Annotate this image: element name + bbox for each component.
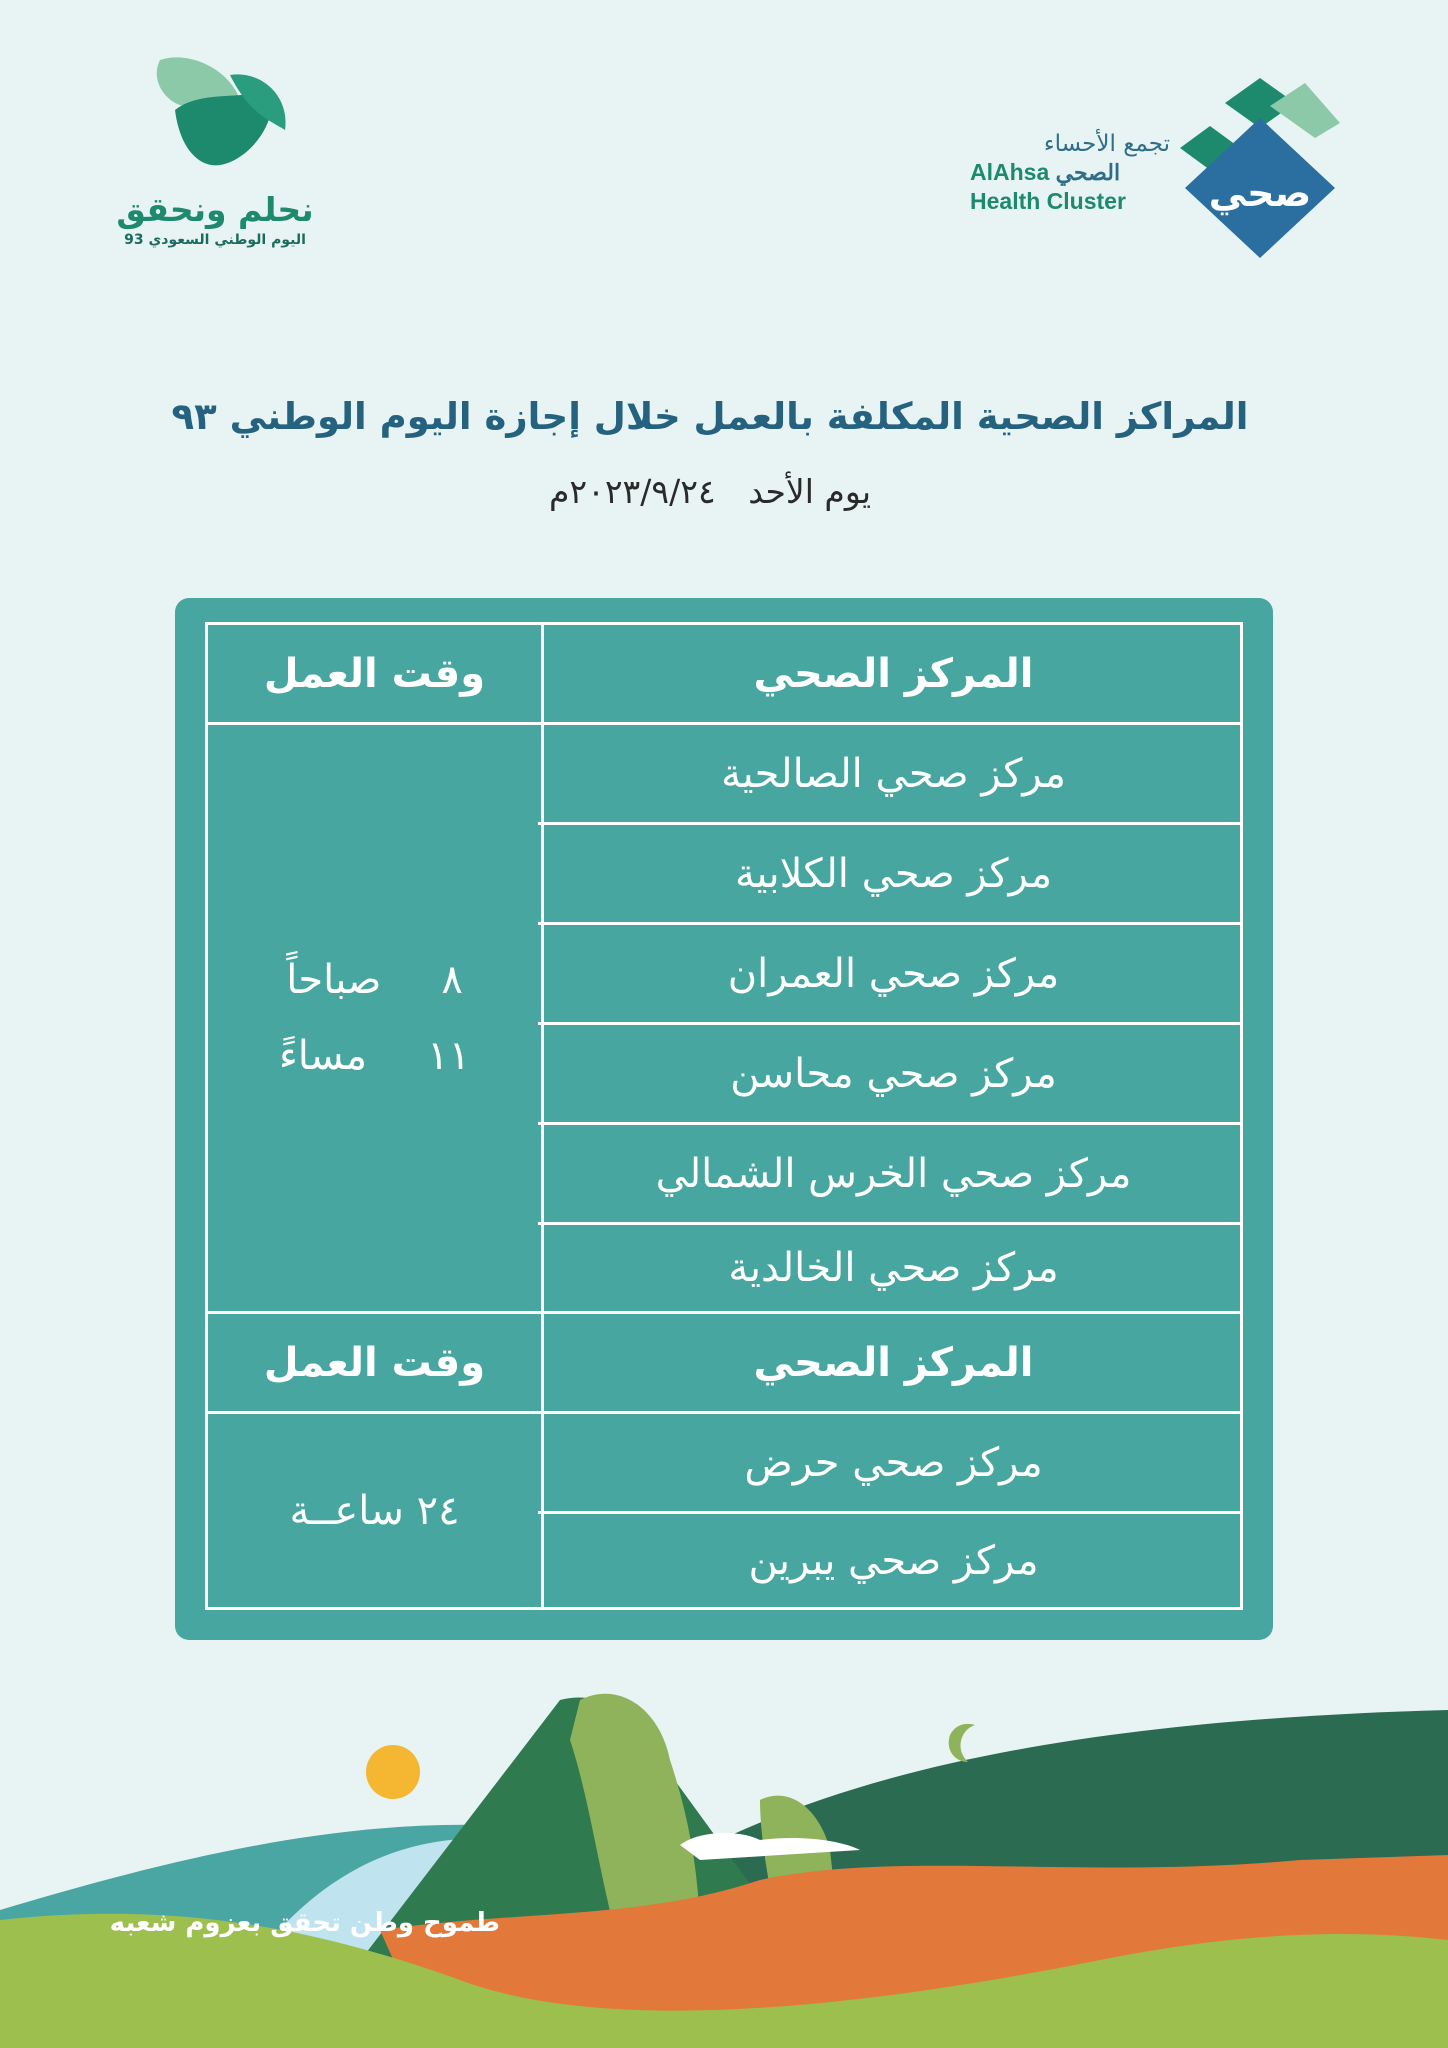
cluster-logo — [970, 78, 1360, 278]
footer-tagline: طموح وطن تحقق بعزوم شعبه — [109, 1908, 500, 1938]
header-time-2: وقت العمل — [263, 1339, 486, 1386]
table-row: مركز صحي العمران — [727, 950, 1060, 997]
table-row: مركز صحي الخرس الشمالي — [655, 1150, 1132, 1197]
date-value: ٢٠٢٣/٩/٢٤م — [548, 472, 716, 511]
calligraphy-emblem-icon — [120, 50, 310, 190]
cluster-mark-glyph: صحي — [1208, 171, 1312, 215]
cluster-name-english-1 — [970, 158, 1170, 187]
date-day: يوم الأحد — [748, 472, 872, 511]
crescent-moon-icon — [949, 1724, 975, 1762]
cluster-mark-icon — [1165, 78, 1345, 268]
cluster-logo-text — [970, 130, 1170, 215]
header-center-1: المركز الصحي — [753, 650, 1034, 697]
table-row: مركز صحي الخالدية — [728, 1245, 1059, 1291]
working-hours-block-2: ٢٤ ساعــة — [289, 1487, 460, 1534]
time-from — [286, 942, 463, 1018]
national-day-logo — [100, 50, 330, 260]
schedule-table — [205, 622, 1243, 1610]
table-row: مركز صحي حرض — [744, 1439, 1043, 1486]
cluster-name-arabic: تجمع الأحساء — [1043, 131, 1170, 157]
page-title: المراكز الصحية المكلفة بالعمل خلال إجازة اليوم الوطني ٩٣ — [171, 395, 1249, 438]
time-to — [279, 1018, 470, 1094]
sun-icon — [366, 1745, 420, 1799]
time-to-label: مساءً — [278, 1033, 368, 1079]
header-time-1: وقت العمل — [263, 650, 486, 697]
cluster-english-word: AlAhsa — [970, 159, 1050, 185]
national-day-subtitle: اليوم الوطني السعودي 93 — [124, 232, 306, 248]
national-day-slogan: نحلم ونحقق — [116, 190, 314, 229]
table-row: مركز صحي الصالحية — [721, 750, 1066, 797]
cluster-arabic-suffix: الصحي — [1055, 160, 1121, 185]
cluster-name-english-2: Health Cluster — [970, 188, 1126, 214]
working-hours-block-1 — [208, 725, 541, 1311]
time-to-number: ١١ — [427, 1033, 471, 1079]
date-line — [40, 472, 1380, 511]
time-from-label: صباحاً — [286, 957, 382, 1003]
header-center-2: المركز الصحي — [753, 1339, 1034, 1386]
schedule-table-panel — [175, 598, 1273, 1640]
table-row: مركز صحي الكلابية — [734, 850, 1053, 897]
table-row: مركز صحي يبرين — [748, 1537, 1039, 1584]
time-from-number: ٨ — [441, 957, 463, 1003]
landscape-illustration — [0, 1680, 1448, 2048]
table-row: مركز صحي محاسن — [730, 1050, 1057, 1097]
